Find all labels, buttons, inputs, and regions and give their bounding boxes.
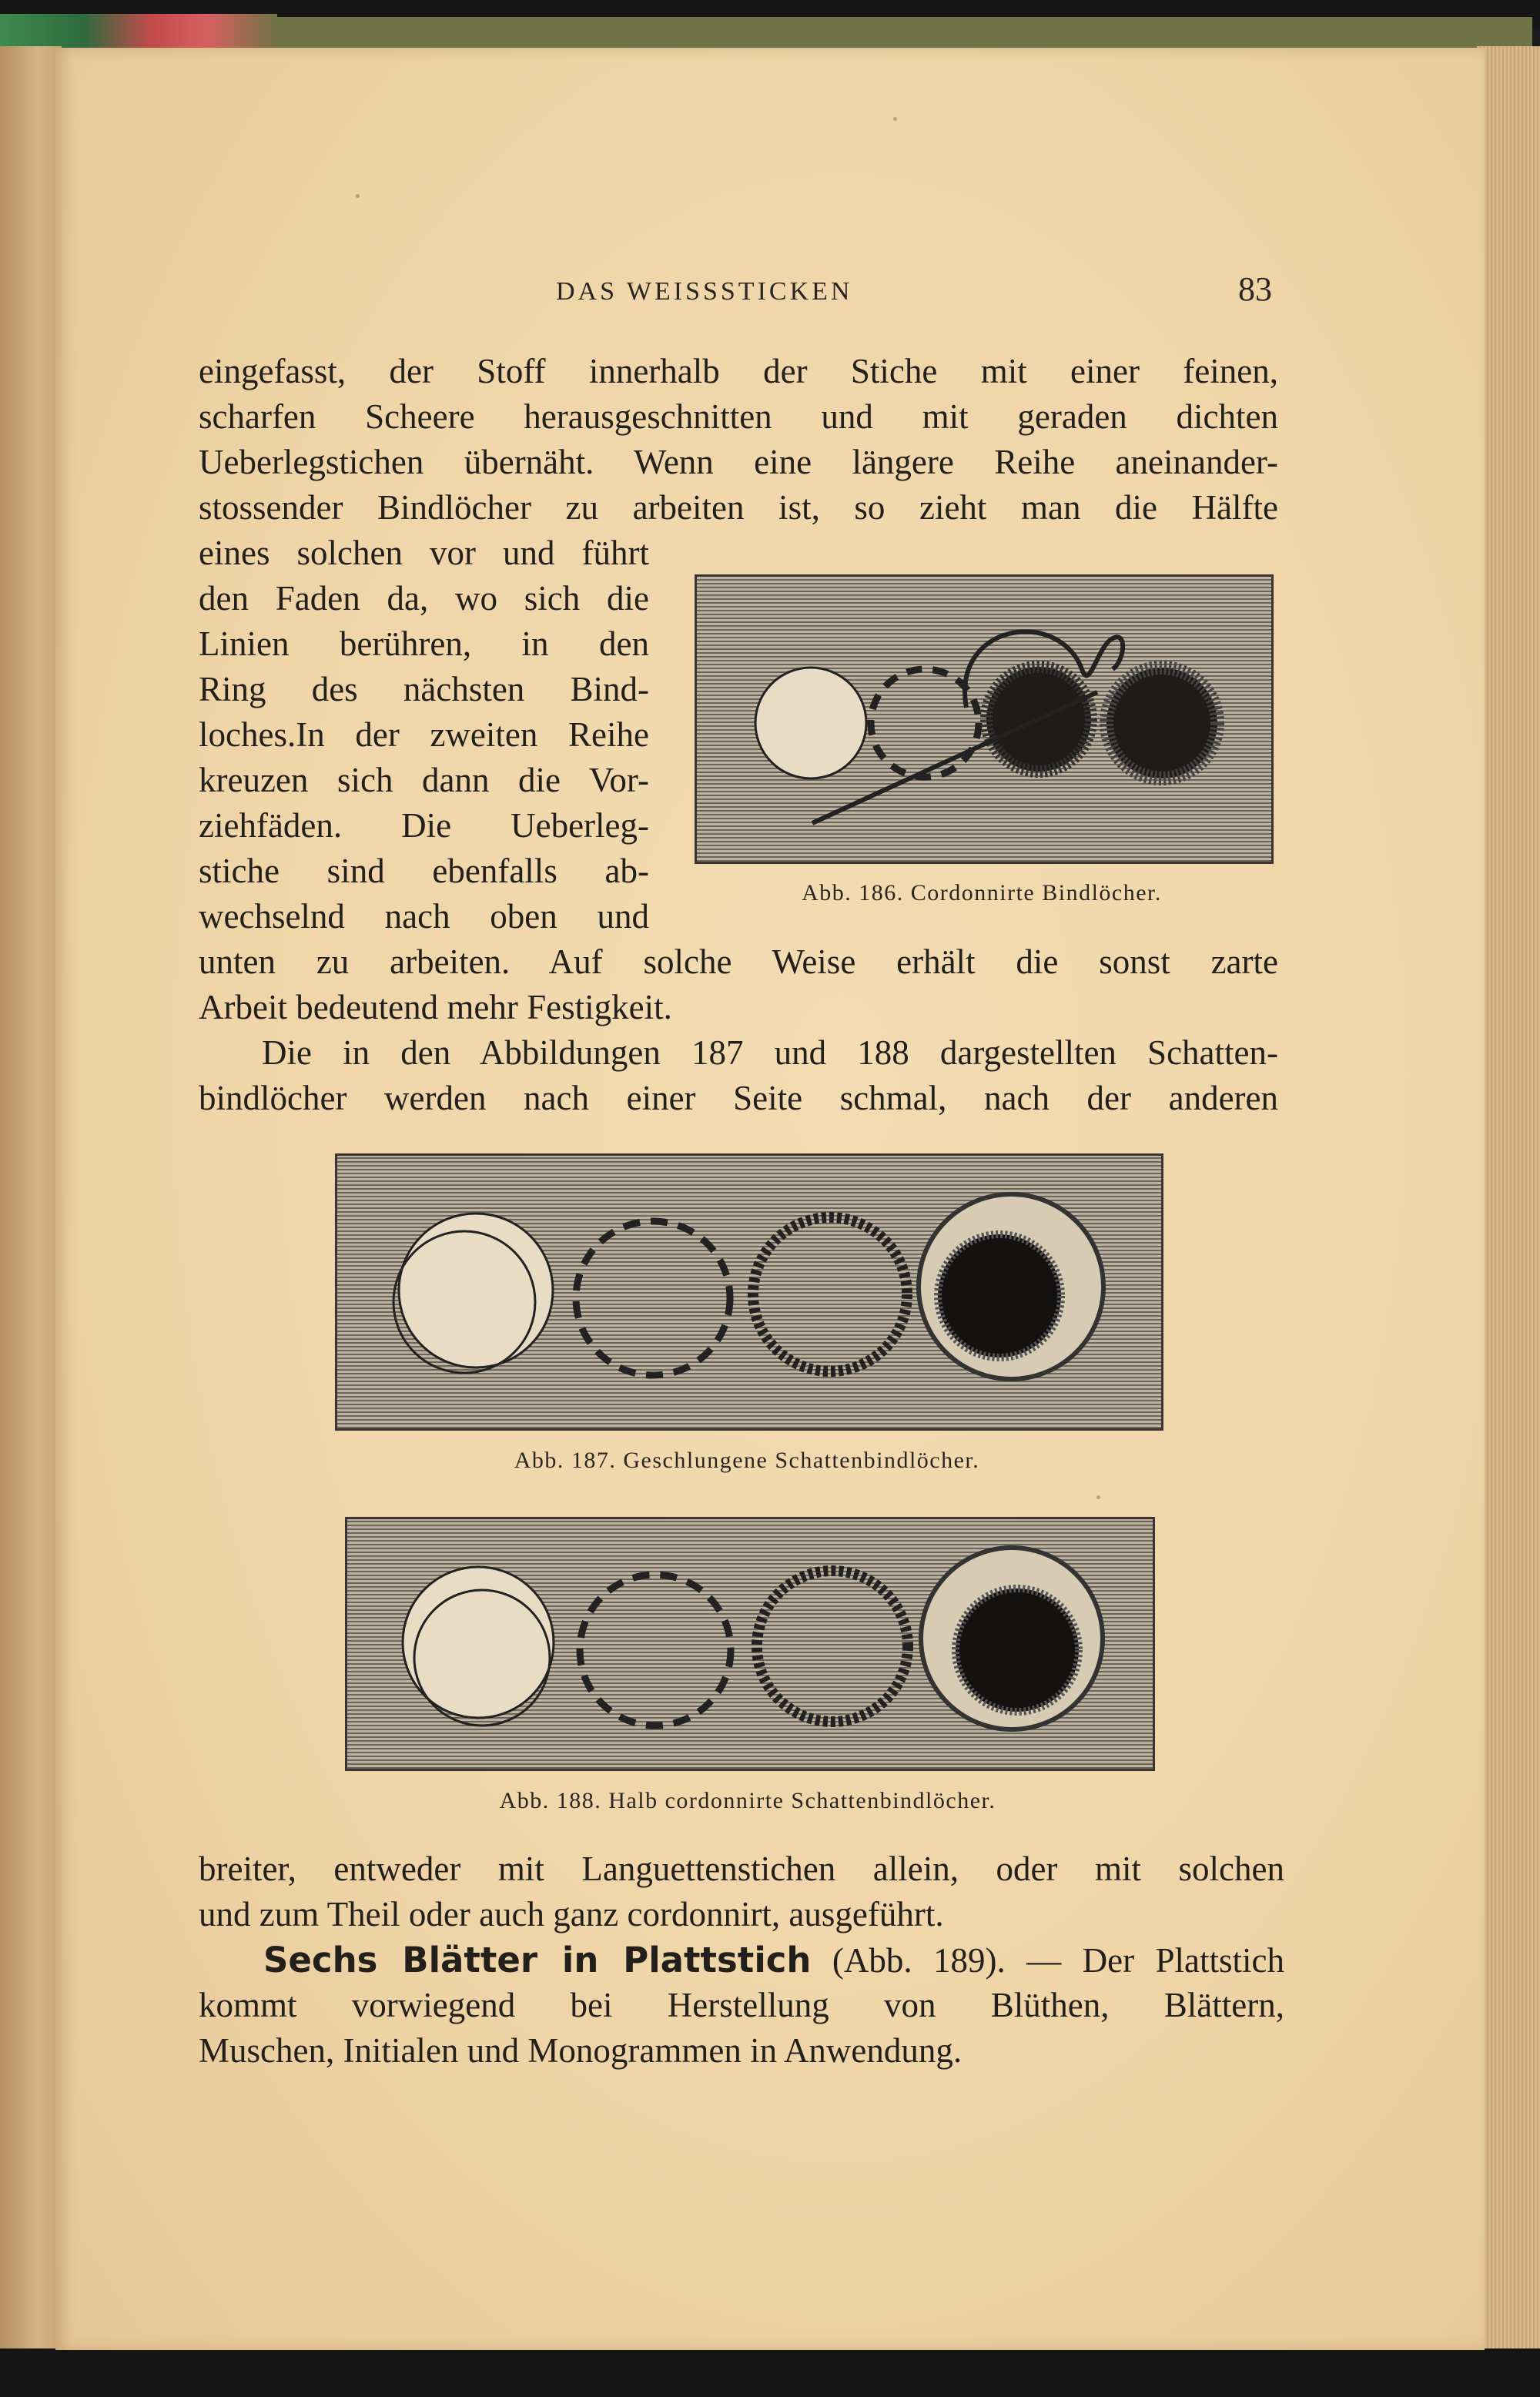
right-page-edges bbox=[1477, 46, 1540, 2352]
paragraph-3-first-line-text: (Abb. 189). — Der Plattstich bbox=[811, 1941, 1285, 1980]
running-stitch-ring bbox=[580, 1575, 731, 1726]
finished-ring bbox=[1106, 668, 1217, 778]
finished-ring-hole bbox=[956, 1589, 1079, 1712]
text-line: Linien berühren, in den bbox=[199, 624, 649, 663]
figure-188-caption: Abb. 188. Halb cordonnirte Schattenbindlöcher. bbox=[499, 1788, 996, 1813]
paper-spot bbox=[893, 117, 897, 121]
finished-ring-hole bbox=[938, 1234, 1061, 1358]
text-line: breiter, entweder mit Languettenstichen allein, oder mit solchen bbox=[199, 1850, 1284, 1888]
paragraph-3-first-line bbox=[263, 1940, 1284, 1980]
figure-187-illustration bbox=[337, 1156, 1161, 1428]
loop-stitch-ring bbox=[753, 1217, 907, 1371]
text-line: stiche sind ebenfalls ab- bbox=[199, 852, 649, 890]
text-line: bindlöcher werden nach einer Seite schmal, nach der anderen bbox=[199, 1079, 1278, 1117]
text-line: kreuzen sich dann die Vor- bbox=[199, 761, 649, 799]
text-line: den Faden da, wo sich die bbox=[199, 579, 649, 618]
figure-186-caption: Abb. 186. Cordonnirte Bindlöcher. bbox=[802, 880, 1162, 906]
text-line: Ring des nächsten Bind- bbox=[199, 670, 649, 708]
text-line: scharfen Scheere herausgeschnitten und mit geraden dichten bbox=[199, 397, 1278, 436]
text-line: eines solchen vor und führt bbox=[199, 534, 649, 572]
running-stitch-ring bbox=[576, 1221, 730, 1375]
corded-stitch-ring bbox=[757, 1571, 908, 1722]
figure-186-cordonnirte-bindloecher bbox=[695, 574, 1274, 864]
text-line: kommt vorwiegend bei Herstellung von Blüthen, Blättern, bbox=[199, 1986, 1284, 2024]
text-line: eingefasst, der Stoff innerhalb der Stiche mit einer feinen, bbox=[199, 352, 1278, 390]
text-line: loches.In der zweiten Reihe bbox=[199, 715, 649, 754]
paper-spot bbox=[356, 194, 360, 198]
figure-188-halb-cordonnirte-schattenbindloecher bbox=[345, 1517, 1155, 1771]
running-stitch-ring bbox=[871, 669, 979, 777]
page-number: 83 bbox=[1238, 270, 1272, 308]
outline-ring bbox=[399, 1214, 553, 1368]
left-page-edge bbox=[0, 46, 62, 2352]
running-head: DAS WEISSSTICKEN bbox=[556, 277, 853, 306]
paper-spot bbox=[1096, 1495, 1100, 1499]
scan-bottom-border bbox=[0, 2348, 1540, 2397]
outline-ring bbox=[755, 668, 866, 778]
bookmark-ribbon bbox=[0, 14, 277, 48]
figure-188-illustration bbox=[347, 1519, 1153, 1769]
figure-187-caption: Abb. 187. Geschlungene Schattenbindlöcher. bbox=[514, 1448, 980, 1473]
section-heading-sechs-blaetter: Sechs Blätter in Plattstich bbox=[263, 1940, 812, 1980]
text-line: stossender Bindlöcher zu arbeiten ist, so zieht man die Hälfte bbox=[199, 488, 1278, 527]
text-line: unten zu arbeiten. Auf solche Weise erhält die sonst zarte bbox=[199, 942, 1278, 981]
text-line: Die in den Abbildungen 187 und 188 dargestellten Schatten- bbox=[262, 1033, 1278, 1072]
text-line: wechselnd nach oben und bbox=[199, 897, 649, 936]
text-line: Arbeit bedeutend mehr Festigkeit. bbox=[199, 988, 672, 1026]
text-line: und zum Theil oder auch ganz cordonnirt, ausgeführt. bbox=[199, 1895, 944, 1933]
figure-186-illustration bbox=[697, 577, 1271, 862]
text-line: ziehfäden. Die Ueberleg- bbox=[199, 806, 649, 845]
text-line: Muschen, Initialen und Monogrammen in Anwendung. bbox=[199, 2031, 962, 2070]
text-line: Ueberlegstichen übernäht. Wenn eine längere Reihe aneinander- bbox=[199, 443, 1278, 481]
figure-187-geschlungene-schattenbindloecher bbox=[335, 1153, 1163, 1431]
